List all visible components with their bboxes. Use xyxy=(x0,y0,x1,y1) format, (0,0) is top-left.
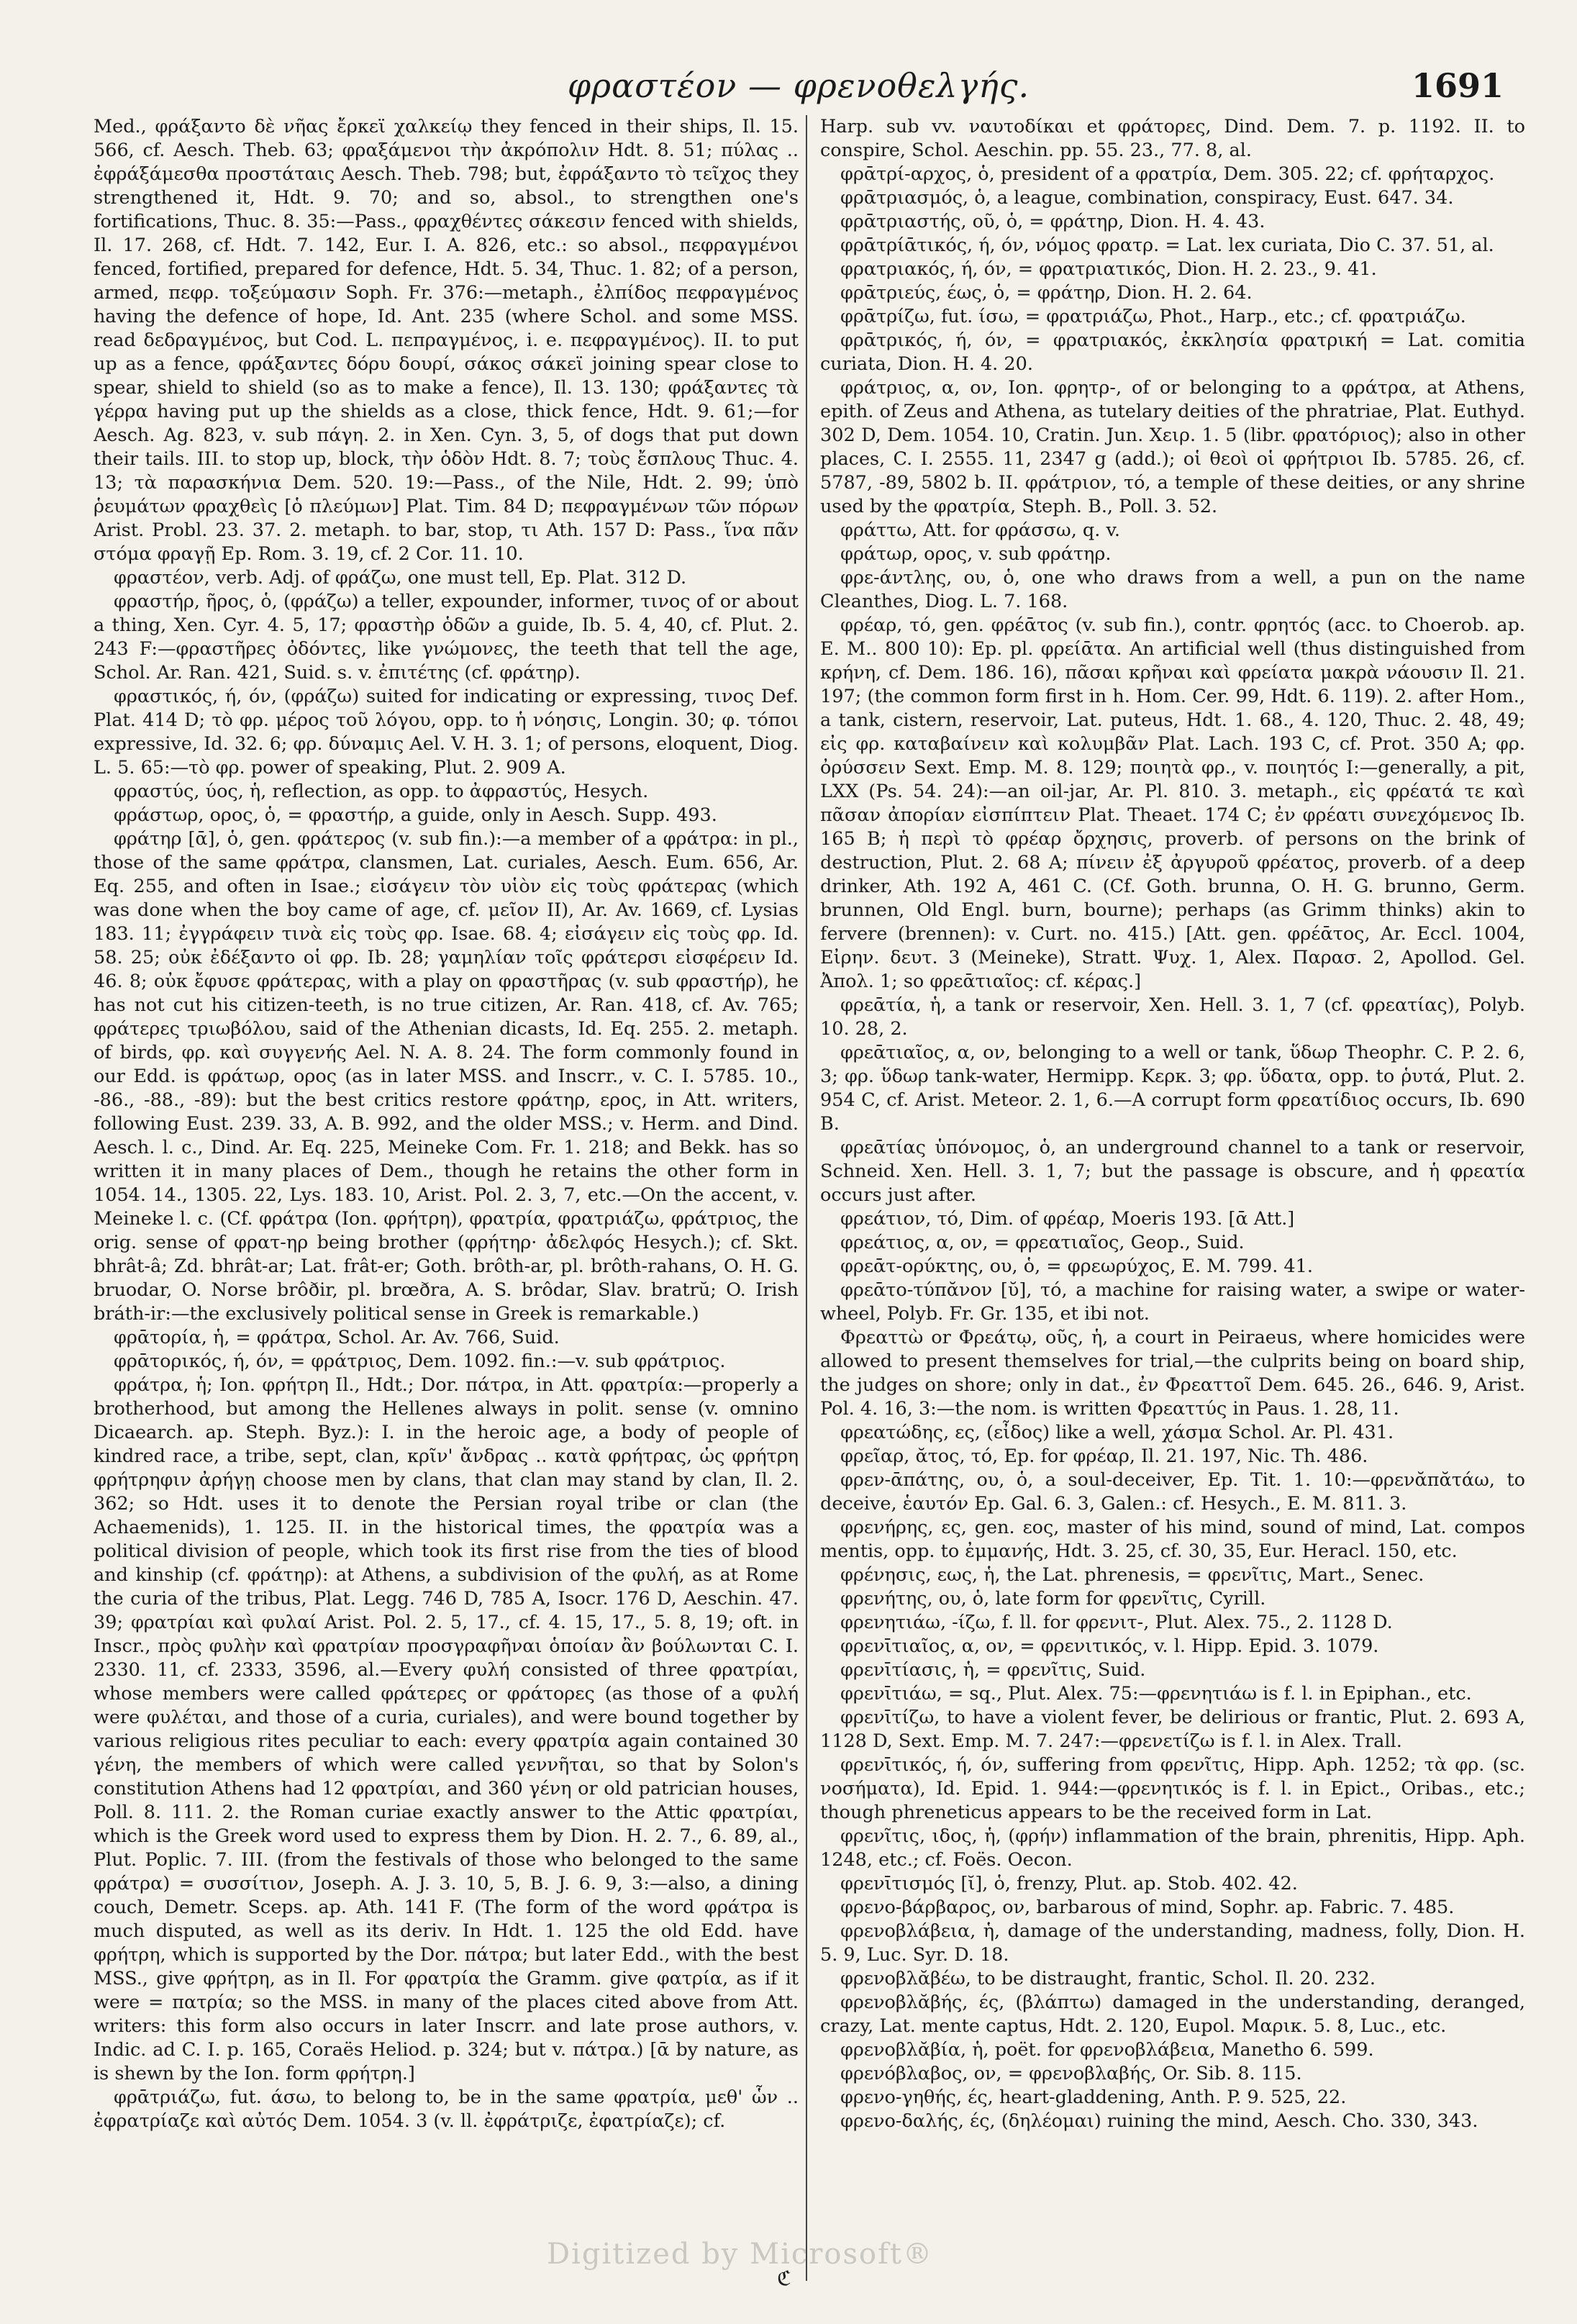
dictionary-entry: φρεᾱτ-ορύκτης, ου, ὁ, = φρεωρύχος, E. M. 799. 41. xyxy=(840,1256,1313,1277)
dictionary-entry: φρᾱτριασμός, ὁ, a league, combination, conspiracy, Eust. 647. 34. xyxy=(840,187,1454,209)
dictionary-entry: φρενῖτις, ιδος, ἡ, (φρήν) inflammation of the brain, phrenitis, Hipp. Aph. 1248, etc.; cf. Foës. Oecon. xyxy=(820,1825,1525,1871)
left-column xyxy=(94,115,799,2274)
dictionary-entry: φρενῑτίζω, to have a violent fever, be delirious or frantic, Plut. 2. 693 A, 1128 D, Sext. Emp. M. 7. 247:—φρενετίζω is f. l. in Alex. Trall. xyxy=(820,1707,1525,1752)
dictionary-entry: Med., φράξαντο δὲ νῆας ἔρκεϊ χαλκείῳ they fenced in their ships, Il. 15. 566, cf. Aesch. Theb. 63; φραξάμενοι τὴν ἀκρόπολιν Hdt. 8. 51; πύλας .. ἐφράξάμεσθα προστάταις Aesch. Theb. 798; but, ἐφράξαντο τὸ τεῖχος they strengthened it, Hdt. 9. 70; and so, absol., to strengthen one's fortifications, Thuc. 8. 35:—Pass., φραχθέντες σάκεσιν fenced with shields, Il. 17. 268, cf. Hdt. 7. 142, Eur. I. A. 826, etc.: so absol., πεφραγμένοι fenced, fortified, prepared for defence, Hdt. 5. 34, Thuc. 1. 82; of a person, armed, πεφρ. τοξεύμασιν Soph. Fr. 376:—metaph., ἐλπίδος πεφραγμένος having the defence of hope, Id. Ant. 235 (where Schol. and some MSS. read δεδραγμένος, but Cod. L. πεπραγμένος, i. e. πεφραγμένος). II. to put up as a fence, φράξαντες δόρυ δουρί, σάκος σάκεϊ joining spear close to spear, shield to shield (so as to make a fence), Il. 13. 130; φράξαντες τὰ γέρρα having put up the shields as a close, thick fence, Hdt. 9. 61;—for Aesch. Ag. 823, v. sub πάγη. 2. in Xen. Cyn. 3, 5, of dogs that put down their tails. III. to stop up, block, τὴν ὁδὸν Hdt. 8. 7; τοὺς ἔσπλους Thuc. 4. 13; τὰ παρασκήνια Dem. 520. 19:—Pass., of the Nile, Hdt. 2. 99; ὑπὸ ῥευμάτων φραχθεὶς [ὁ πλεύμων] Plat. Tim. 84 D; πεφραγμένων τῶν πόρων Arist. Probl. 23. 37. 2. metaph. to bar, stop, τι Ath. 157 D: Pass., ἵνα πᾶν στόμα φραγῇ Ep. Rom. 3. 19, cf. 2 Cor. 11. 10. xyxy=(94,116,799,565)
dictionary-entry: φρατριακός, ή, όν, = φρατριατικός, Dion. H. 2. 23., 9. 41. xyxy=(840,258,1377,280)
dictionary-entry: φρενῑτίασις, ἡ, = φρενῖτις, Suid. xyxy=(840,1659,1146,1681)
dictionary-entry: φρενῑτιαῖος, α, ον, = φρενιτικός, v. l. Hipp. Epid. 3. 1079. xyxy=(840,1635,1379,1657)
dictionary-entry: φρενήτης, ου, ὁ, late form for φρενῖτις, Cyrill. xyxy=(840,1588,1266,1610)
dictionary-entry: φρᾱτρίᾱτικός, ή, όν, νόμος φρατρ. = Lat. lex curiata, Dio C. 37. 51, al. xyxy=(840,235,1494,256)
running-title: φραστέον — φρενοθελγής. xyxy=(567,66,1030,105)
dictionary-entry: φράττω, Att. for φράσσω, q. v. xyxy=(840,519,1120,541)
dictionary-entry: φρενο-δαλής, ές, (δηλέομαι) ruining the mind, Aesch. Cho. 330, 343. xyxy=(840,2110,1478,2132)
dictionary-entry: φρᾱτρίζω, fut. ίσω, = φρατριάζω, Phot., Harp., etc.; cf. φρατριάζω. xyxy=(840,306,1466,327)
dictionary-entry: φραστικός, ή, όν, (φράζω) suited for indicating or expressing, τινος Def. Plat. 414 D; τὸ φρ. μέρος τοῦ λόγου, opp. to ἡ νόησις, Longin. 30; φ. τόποι expressive, Id. 32. 6; φρ. δύναμις Ael. V. H. 3. 1; of persons, eloquent, Diog. L. 5. 65:—τὸ φρ. power of speaking, Plut. 2. 909 A. xyxy=(94,686,799,779)
dictionary-entry: φράτρα, ἡ; Ion. φρήτρη Il., Hdt.; Dor. πάτρα, in Att. φρατρία:—properly a brotherhood, but among the Hellenes always in polit. sense (v. omnino Dicaearch. ap. Steph. Byz.): I. in the heroic age, a body of people of kindred race, a tribe, sept, clan, κρῖν' ἄνδρας .. κατὰ φρήτρας, ὡς φρήτρη φρήτρηφιν ἀρήγῃ choose men by clans, that clan may stand by clan, Il. 2. 362; so Hdt. uses it to denote the Persian royal tribe or clan (the Achaemenids), 1. 125. II. in the historical times, the φρατρία was a political division of people, which took its first rise from the ties of blood and kinship (cf. φράτηρ): at Athens, a subdivision of the φυλή, as at Rome the curia of the tribus, Plat. Legg. 746 D, 785 A, Isocr. 176 D, Aeschin. 47. 39; φρατρίαι καὶ φυλαί Arist. Pol. 2. 5, 17., cf. 4. 15, 17., 5. 8, 19; oft. in Inscr., πρὸς φυλὴν καὶ φρατρίαν προσγραφῆναι ὁποίαν ἂν βούλωνται C. I. 2330. 11, cf. 2333, 3596, al.—Every φυλή consisted of three φρατρίαι, whose members were called φράτερες or φράτορες (as those of a φυλή were φυλέται, and those of a curia, curiales), and were bound together by various religious rites peculiar to each: every φρατρία again contained 30 γένη, the members of which were called γεννῆται, so that by Solon's constitution Athens had 12 φρατρίαι, and 360 γένη or old patrician houses, Poll. 8. 111. 2. the Roman curiae exactly answer to the Attic φρατρίαι, which is the Greek word used to express them by Dion. H. 2. 7., 6. 89, al., Plut. Poplic. 7. III. (from the festivals of those who belonged to the same φράτρα) = συσσίτιον, Joseph. A. J. 3. 10, 5, B. J. 6. 9, 3:—also, a dining couch, Demetr. Sceps. ap. Ath. 141 F. (The form of the word φράτρα is much disputed, as well as its deriv. In Hdt. 1. 125 the old Edd. have φρήτρη, which is supported by the Dor. πάτρα; but later Edd., with the best MSS., give φρήτρη, as in Il. For φρατρία the Gramm. give φατρία, as if it were = πατρία; so the MSS. in many of the places cited above from Att. writers: this form also occurs in later Inscrr. and late prose authors, v. Indic. ad C. I. p. 165, Coraës Heliod. p. 324; but v. πάτρα.) [ᾱ by nature, as is shewn by the Ion. form φρήτρη.] xyxy=(94,1374,799,2084)
dictionary-entry: φρενοβλᾰβής, ές, (βλάπτω) damaged in the understanding, deranged, crazy, Lat. mente captus, Hdt. 2. 120, Eupol. Μαρικ. 5. 8, Luc., etc. xyxy=(820,1992,1525,2037)
dictionary-entry: φρεᾱτία, ἡ, a tank or reservoir, Xen. Hell. 3. 1, 7 (cf. φρεατίας), Polyb. 10. 28, 2. xyxy=(820,994,1525,1040)
dictionary-entry: φρεατώδης, ες, (εἶδος) like a well, χάσμα Schol. Ar. Pl. 431. xyxy=(840,1422,1394,1443)
dictionary-entry: φράτηρ [ᾱ], ὁ, gen. φράτερος (v. sub fin.):—a member of a φράτρα: in pl., those of the same φράτρα, clansmen, Lat. curiales, Aesch. Eum. 656, Ar. Eq. 255, and often in Isae.; εἰσάγειν τὸν υἱὸν εἰς τοὺς φράτερας (which was done when the boy came of age, cf. μεῖον II), Ar. Av. 1669, cf. Lysias 183. 11; ἐγγράφειν τινὰ εἰς τοὺς φρ. Isae. 68. 4; εἰσάγειν εἰς τοὺς φρ. Id. 58. 25; οὐκ ἐδέξαντο οἱ φρ. Ib. 28; γαμηλίαν τοῖς φράτερσι εἰσφέρειν Id. 46. 8; οὐκ ἔφυσε φράτερας, with a play on φραστῆρας (v. sub φραστήρ), he has not cut his citizen-teeth, is no true citizen, Ar. Ran. 418, cf. Av. 765; φράτερες τριωβόλου, said of the Athenian dicasts, Id. Eq. 255. 2. metaph. of birds, φρ. καὶ συγγενής Ael. N. A. 8. 24. The form commonly found in our Edd. is φράτωρ, ορος (as in later MSS. and Inscrr., v. C. I. 5785. 10., -86., -88., -89): but the best critics restore φράτηρ, ερος, in Att. writers, following Eust. 239. 33, A. B. 992, and the older MSS.; v. Herm. and Dind. Aesch. l. c., Dind. Ar. Eq. 225, Meineke Com. Fr. 1. 218; and Bekk. has so written it in many places of Dem., though he retains the other form in 1054. 14., 1305. 22, Lys. 183. 10, Arist. Pol. 2. 3, 7, etc.—On the accent, v. Meineke l. c. (Cf. φράτρα (Ion. φρήτρη), φρατρία, φρατριάζω, φράτριος, the orig. sense of φρατ-ηρ being brother (φρήτηρ· ἀδελφός Hesych.); cf. Skt. bhrât-â; Zd. bhrât-ar; Lat. frât-er; Goth. brôth-ar, pl. brôth-rahans, O. H. G. bruodar, O. Norse brôðir, pl. brœðra, A. S. brôdar, Slav. bratrŭ; O. Irish bráth-ir:—the exclusively political sense in Greek is remarkable.) xyxy=(94,828,799,1325)
dictionary-entry: φρενῑτικός, ή, όν, suffering from φρενῖτις, Hipp. Aph. 1252; τὰ φρ. (sc. νοσήματα), Id. Epid. 1. 944:—φρενητικός is f. l. in Epict., Oribas., etc.; though phreneticus appears to be the received form in Lat. xyxy=(820,1754,1525,1823)
dictionary-entry: φρεᾱτιαῖος, α, ον, belonging to a well or tank, ὕδωρ Theophr. C. P. 2. 6, 3; φρ. ὕδωρ tank-water, Hermipp. Κερκ. 3; φρ. ὕδατα, opp. to ῥυτά, Plut. 2. 954 C, cf. Arist. Meteor. 2. 1, 6.—A corrupt form φρεατίδιος occurs, Ib. 690 B. xyxy=(820,1042,1525,1135)
dictionary-entry: φράτριος, α, ον, Ion. φρητρ-, of or belonging to a φράτρα, at Athens, epith. of Zeus and Athena, as tutelary deities of the phratriae, Plat. Euthyd. 302 D, Dem. 1054. 10, Cratin. Jun. Χειρ. 1. 5 (libr. φρατόριος); also in other places, C. I. 2555. 11, 2347 g (add.); οἱ θεοὶ οἱ φρήτριοι Ib. 5785. 26, cf. 5787, -89, 5802 b. II. φράτριον, τό, a temple of these deities, or any shrine used by the φρατρία, Steph. B., Poll. 3. 52. xyxy=(820,377,1525,517)
dictionary-entry: φρᾱτριεύς, έως, ὁ, = φράτηρ, Dion. H. 2. 64. xyxy=(840,282,1253,304)
dictionary-entry: φρέαρ, τό, gen. φρέᾱτος (v. sub fin.), contr. φρητός (acc. to Choerob. ap. E. M.. 800 10): Ep. pl. φρείᾱτα. An artificial well (thus distinguished from κρήνη, cf. Dem. 186. 16), πᾶσαι κρῆναι καὶ φρείατα μακρὰ νάουσιν Il. 21. 197; (the common form first in h. Hom. Cer. 99, Hdt. 6. 119). 2. after Hom., a tank, cistern, reservoir, Lat. puteus, Hdt. 1. 68., 4. 120, Thuc. 2. 48, 49; εἰς φρ. καταβαίνειν καὶ κολυμβᾶν Plat. Lach. 193 C, cf. Prot. 350 A; φρ. ὀρύσσειν Sext. Emp. M. 8. 129; ποιητὰ φρ., v. ποιητός I:—generally, a pit, LXX (Ps. 54. 24):—an oil-jar, Ar. Pl. 810. 3. metaph., εἰς φρέατά τε καὶ πᾶσαν ἀπορίαν εἰσπίπτειν Plat. Theaet. 174 C; ἐν φρέατι συνεχόμενος Ib. 165 B; ἡ περὶ τὸ φρέαρ ὄρχησις, proverb. of persons on the brink of destruction, Plut. 2. 68 A; πίνειν ἐξ ἀργυροῦ φρέατος, proverb. of a deep drinker, Ath. 192 A, 461 C. (Cf. Goth. brunna, O. H. G. brunno, Germ. brunnen, Old Engl. burn, bourne); perhaps (as Grimm thinks) akin to fervere (brennen): v. Curt. no. 415.) [Att. gen. φρέᾱτος, Ar. Eccl. 1004, Εἰρην. δευτ. 3 (Meineke), Stratt. Ψυχ. 1, Alex. Παρασ. 2, Apollod. Gel. Ἀπολ. 1; so φρεᾱτιαῖος: cf. κέρας.] xyxy=(820,614,1525,992)
dictionary-entry: φραστύς, ύος, ἡ, reflection, as opp. to ἀφραστύς, Hesych. xyxy=(114,781,649,802)
dictionary-entry: φρεῖαρ, ᾰτος, τό, Ep. for φρέαρ, Il. 21. 197, Nic. Th. 486. xyxy=(840,1445,1368,1467)
dictionary-entry: φρενοβλᾰβία, ἡ, poët. for φρενοβλάβεια, Manetho 6. 599. xyxy=(840,2039,1374,2061)
dictionary-entry: φρᾱτορία, ἡ, = φράτρα, Schol. Ar. Av. 766, Suid. xyxy=(114,1327,560,1348)
dictionary-entry: φρενῑτιάω, = sq., Plut. Alex. 75:—φρενητιάω is f. l. in Epiphan., etc. xyxy=(840,1683,1472,1705)
dictionary-entry: φρεν-ᾱπάτης, ου, ὁ, a soul-deceiver, Ep. Tit. 1. 10:—φρενᾰπᾰτάω, to deceive, ἑαυτόν Ep. Gal. 6. 3, Galen.: cf. Hesych., E. M. 811. 3. xyxy=(820,1469,1525,1515)
dictionary-entry: Φρεαττὼ or Φρεάτῳ, οῦς, ἡ, a court in Peiraeus, where homicides were allowed to present themselves for trial,—the culprits being on board ship, the judges on shore; only in dat., ἐν Φρεαττοῖ Dem. 645. 26., 646. 9, Arist. Pol. 4. 16, 3:—the nom. is written Φρεαττύς in Paus. 1. 28, 11. xyxy=(820,1327,1525,1420)
dictionary-entry: φρένησις, εως, ἡ, the Lat. phrenesis, = φρενῖτις, Mart., Senec. xyxy=(840,1564,1424,1586)
dictionary-entry: φρεᾱτίας ὑπόνομος, ὁ, an underground channel to a tank or reservoir, Schneid. Xen. Hell. 3. 1, 7; but the passage is obscure, and ἡ φρεατία occurs just after. xyxy=(820,1137,1525,1206)
dictionary-entry: φρᾱτορικός, ή, όν, = φράτριος, Dem. 1092. fin.:—v. sub φράτριος. xyxy=(114,1351,726,1372)
dictionary-entry: φράστωρ, ορος, ὁ, = φραστήρ, a guide, only in Aesch. Supp. 493. xyxy=(114,804,717,826)
dictionary-entry: φρενῑτισμός [ῐ], ὁ, frenzy, Plut. ap. Stob. 402. 42. xyxy=(840,1873,1298,1894)
dictionary-entry: φρενήρης, ες, gen. εος, master of his mind, sound of mind, Lat. compos mentis, opp. to ἐμμανής, Hdt. 3. 25, cf. 30, 35, Eur. Heracl. 150, etc. xyxy=(820,1517,1525,1562)
page-header xyxy=(94,66,1504,117)
dictionary-entry: φραστήρ, ῆρος, ὁ, (φράζω) a teller, expounder, informer, τινος of or about a thing, Xen. Cyr. 4. 5, 17; φραστὴρ ὁδῶν a guide, Ib. 5. 4, 40, cf. Plut. 2. 243 F:—φραστῆρες ὀδόντες, like γνώμονες, the teeth that tell the age, Schol. Ar. Ran. 421, Suid. s. v. ἐπιτέτης (cf. φράτηρ). xyxy=(94,591,799,684)
dictionary-entry: φρενοβλάβεια, ἡ, damage of the understanding, madness, folly, Dion. H. 5. 9, Luc. Syr. D. 18. xyxy=(820,1920,1525,1966)
dictionary-entry: φρεᾱτο-τύπᾰνον [ῠ], τό, a machine for raising water, a swipe or water-wheel, Polyb. Fr. Gr. 135, et ibi not. xyxy=(820,1279,1525,1325)
dictionary-entry: φράτωρ, ορος, v. sub φράτηρ. xyxy=(840,543,1112,565)
dictionary-entry: φρενητιάω, -ίζω, f. ll. for φρενιτ-, Plut. Alex. 75., 2. 1128 D. xyxy=(840,1612,1393,1633)
signature-mark: ℭ xyxy=(777,2266,791,2290)
dictionary-entry: φραστέον, verb. Adj. of φράζω, one must tell, Ep. Plat. 312 D. xyxy=(114,567,687,589)
dictionary-entry: Harp. sub vv. ναυτοδίκαι et φράτορες, Dind. Dem. 7. p. 1192. II. to conspire, Schol. Aeschin. pp. 55. 23., 77. 8, al. xyxy=(820,116,1525,161)
dictionary-entry: φρᾱτριάζω, fut. άσω, to belong to, be in the same φρατρία, μεθ' ὧν .. ἐφρατρίαζε καὶ αὐτός Dem. 1054. 3 (v. ll. ἐφράτριζε, ἐφατρίαζε); cf. xyxy=(94,2087,799,2132)
dictionary-entry: φρενο-βάρβαρος, ον, barbarous of mind, Sophr. ap. Fabric. 7. 485. xyxy=(840,1897,1455,1918)
right-column xyxy=(820,115,1525,2274)
column-divider xyxy=(806,115,807,2281)
dictionary-entry: φρενο-γηθής, ές, heart-gladdening, Anth. P. 9. 525, 22. xyxy=(840,2087,1347,2108)
dictionary-entry: φρᾱτριαστής, οῦ, ὁ, = φράτηρ, Dion. H. 4. 43. xyxy=(840,211,1265,232)
dictionary-entry: φρενοβλᾰβέω, to be distraught, frantic, Schol. Il. 20. 232. xyxy=(840,1968,1376,1989)
page-number: 1691 xyxy=(1411,66,1504,105)
dictionary-entry: φρᾱτρί-αρχος, ὁ, president of a φρατρία, Dem. 305. 22; cf. φρήταρχος. xyxy=(840,163,1495,185)
dictionary-entry: φρεάτιον, τό, Dim. of φρέαρ, Moeris 193. [ᾱ Att.] xyxy=(840,1208,1295,1230)
dictionary-entry: φρε-άντλης, ου, ὁ, one who draws from a well, a pun on the name Cleanthes, Diog. L. 7. 168. xyxy=(820,567,1525,612)
dictionary-entry: φρενόβλαβος, ον, = φρενοβλαβής, Or. Sib. 8. 115. xyxy=(840,2063,1302,2084)
digitization-watermark: Digitized by Microsoft® xyxy=(547,2238,933,2271)
dictionary-entry: φρεάτιος, α, ον, = φρεατιαῖος, Geop., Suid. xyxy=(840,1232,1245,1253)
dictionary-entry: φρᾱτρικός, ή, όν, = φρατριακός, ἐκκλησία φρατρική = Lat. comitia curiata, Dion. H. 4. 20. xyxy=(820,330,1525,375)
